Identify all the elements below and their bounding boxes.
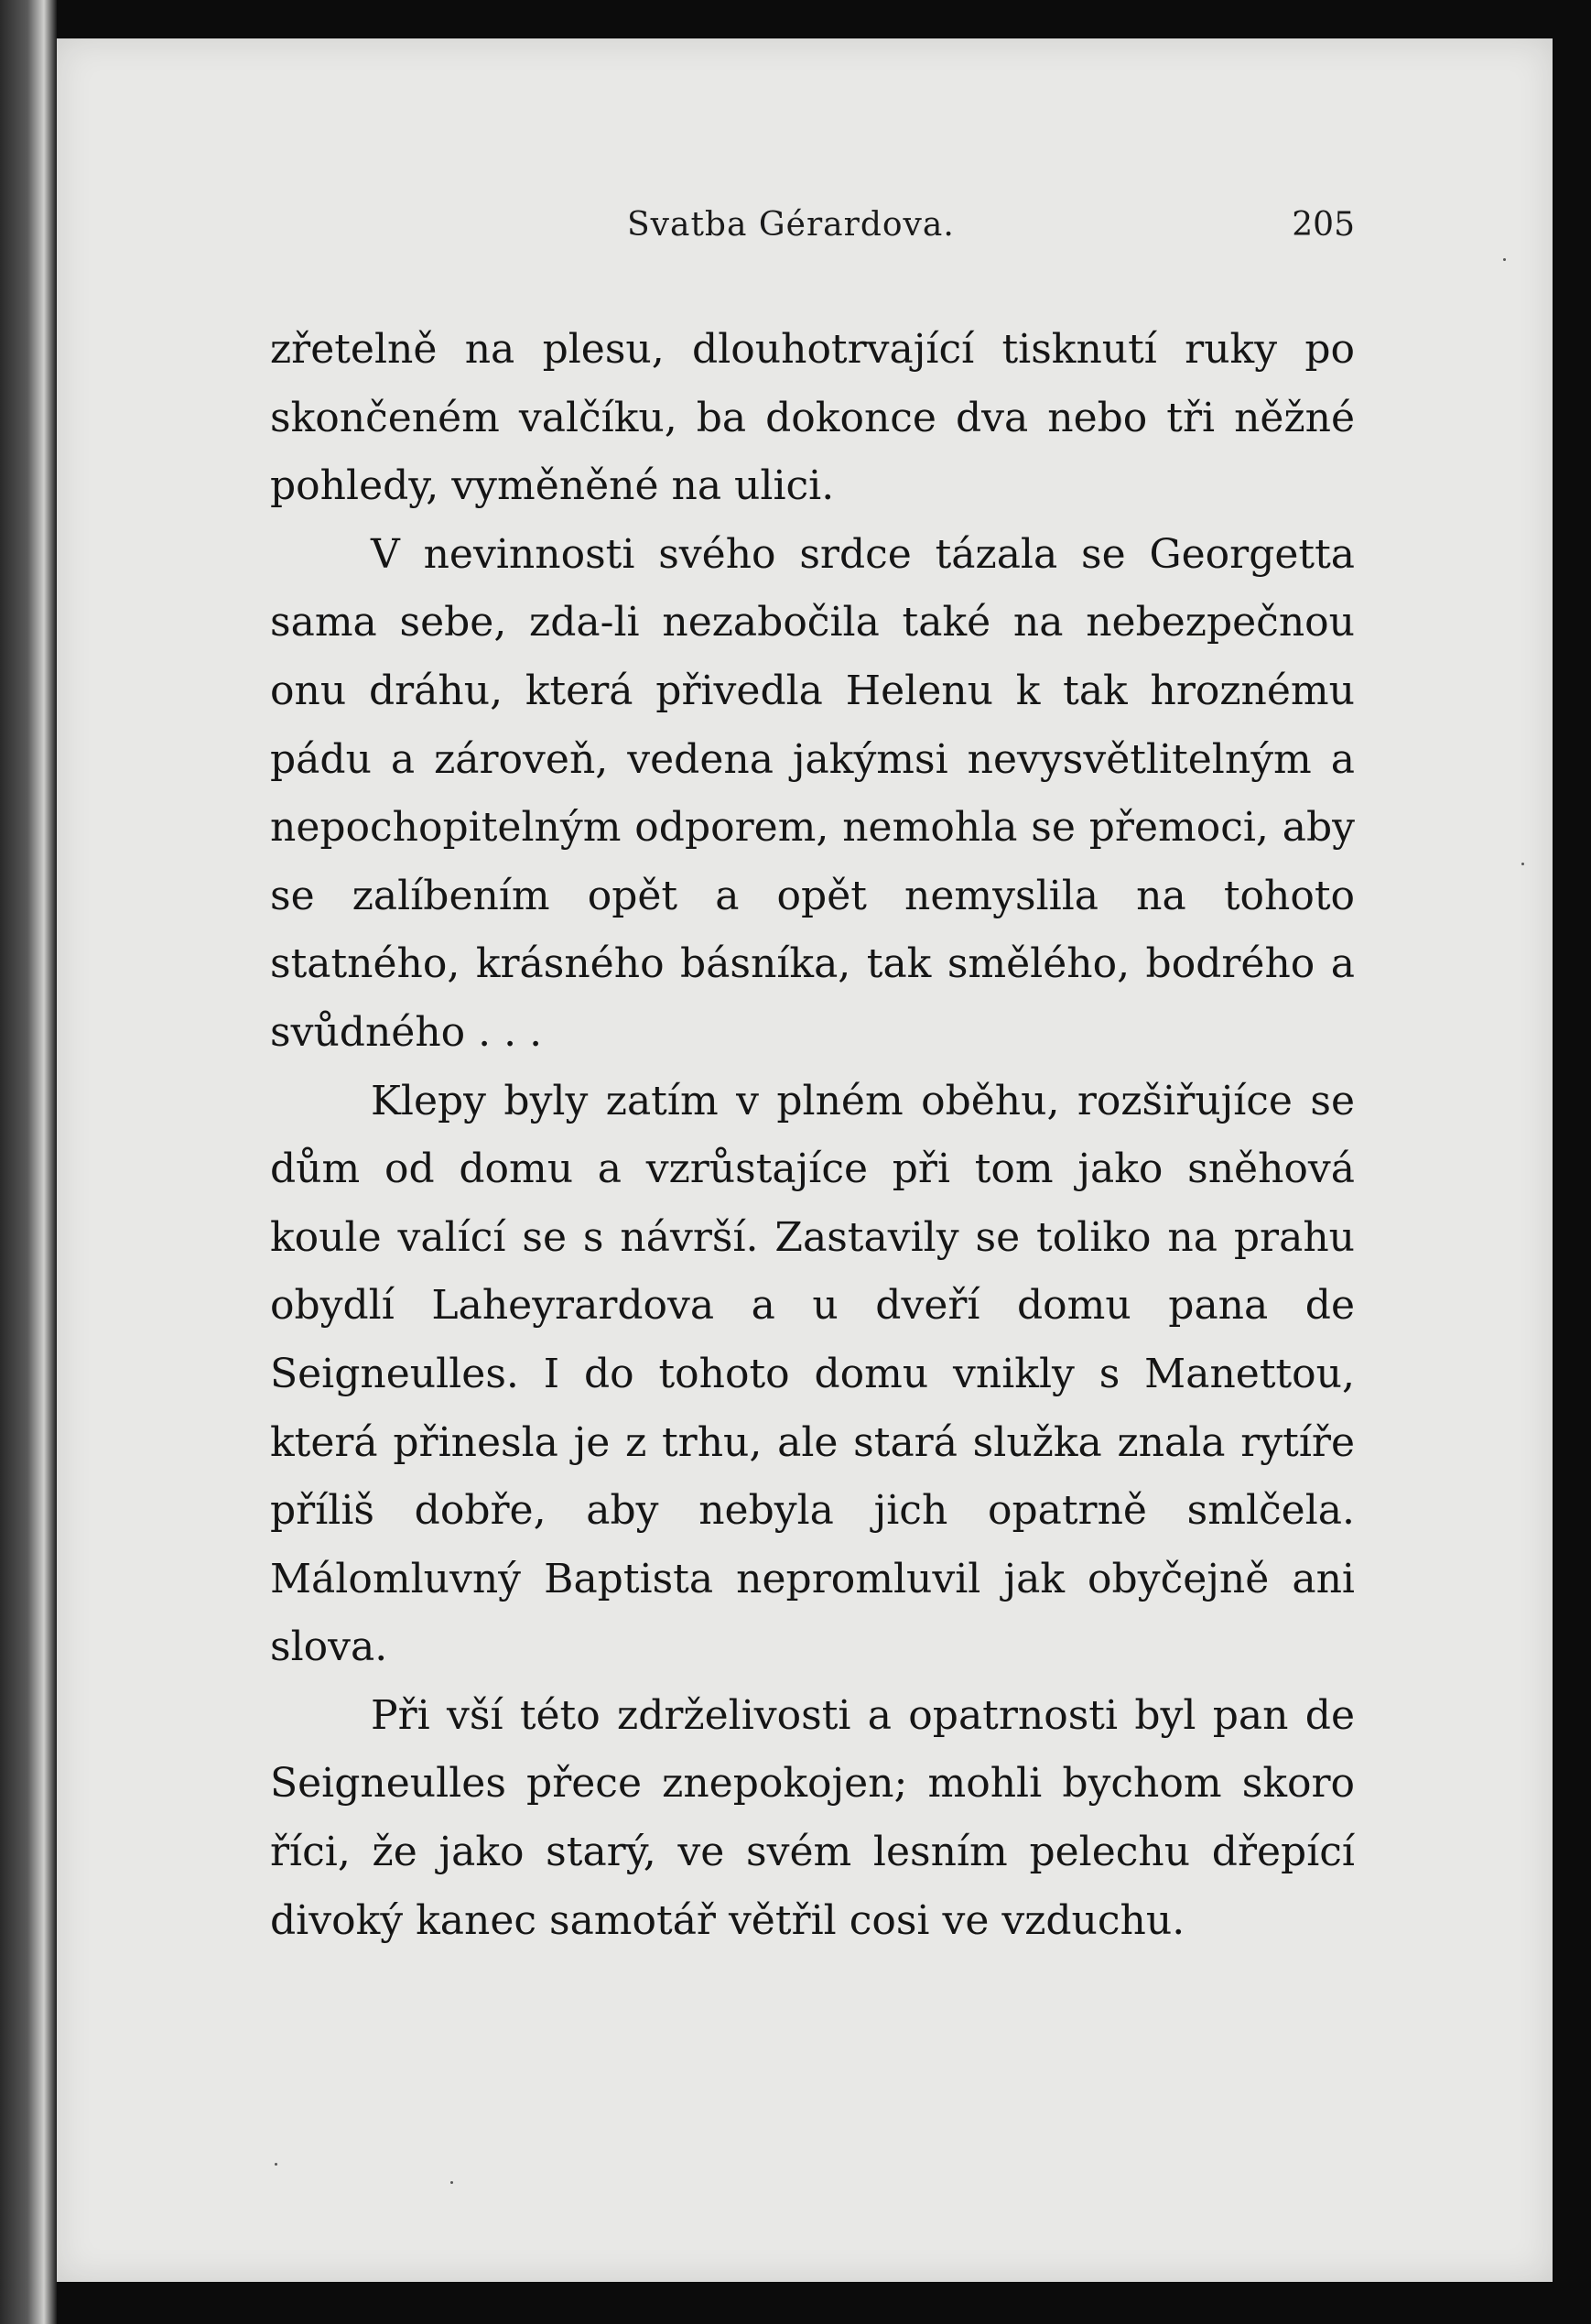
paragraph-2: V nevinnosti svého srdce tázala se Georgetta sama sebe, zda-li nezabočila také na nebezpečnou onu dráhu, která přivedla Helenu k tak hroznému pádu a zároveň, vedena jakýmsi nevysvětlitelným a nepochopitelným odporem, nemohla se přemoci, aby se zalíbením opět a opět nemyslila na tohoto statného, krásného básníka, tak smělého, bodrého a svůdného . . . [270,530,1355,1056]
paragraph-1: zřetelně na plesu, dlouhotrvající tisknutí ruky po skončeném valčíku, ba dokonce dva nebo tři něžné pohledy, vyměněné na ulici. [270,326,1355,510]
paper-speck [450,2181,453,2184]
body-text [270,316,1355,1955]
running-title: Svatba Gérardova. [627,206,955,244]
paper-speck [1503,258,1506,261]
paragraph-4: Při vší této zdrželivosti a opatrnosti byl pan de Seigneulles přece znepokojen; mohli bychom skoro říci, že jako starý, ve svém lesním pelechu dřepící divoký kanec samotář větřil cosi ve vzduchu. [270,1691,1355,1944]
paper-speck [1521,863,1524,865]
page-header [275,206,1355,252]
page-number: 205 [1292,206,1355,244]
paragraph-3: Klepy byly zatím v plném oběhu, rozšiřujíce se dům od domu a vzrůstajíce při tom jako sněhová koule valící se s návrší. Zastavily se toliko na prahu obydlí Laheyrardova a u dveří domu pana de Seigneulles. I do tohoto domu vnikly s Manettou, která přinesla je z trhu, ale stará služka znala rytíře příliš dobře, aby nebyla jich opatrně smlčela. Málomluvný Baptista nepromluvil jak obyčejně ani slova. [270,1077,1355,1671]
book-gutter [0,0,57,2324]
paper-speck [275,2163,277,2166]
